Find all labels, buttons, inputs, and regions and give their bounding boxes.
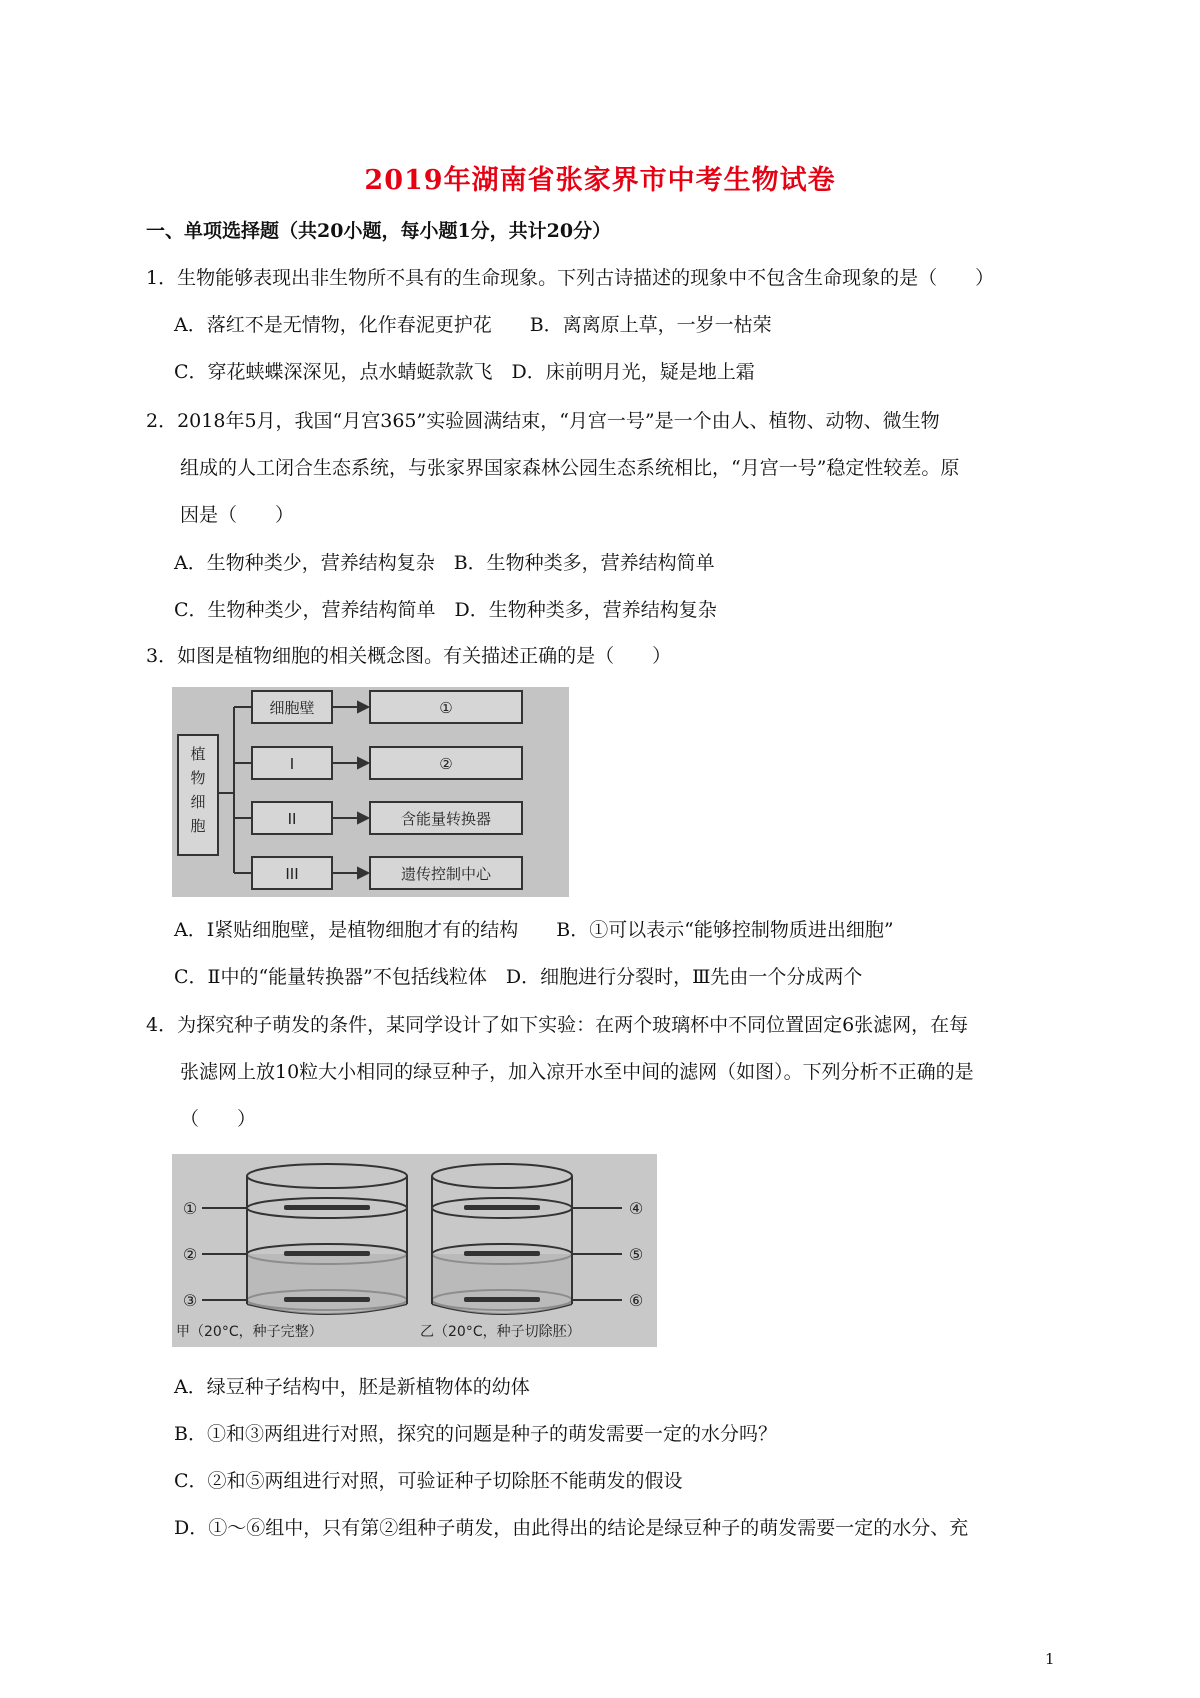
page-number: 1 (1045, 1650, 1055, 1668)
right-box-1: ① (439, 699, 453, 717)
caption-left: 甲（20°C，种子完整） (176, 1324, 323, 1340)
q3-options-ab: A．Ⅰ紧贴细胞壁，是植物细胞才有的结构 B．①可以表示“能够控制物质进出细胞” (174, 919, 894, 941)
mark-5: ⑤ (628, 1245, 644, 1264)
q4-stem-line3: （ ） (180, 1108, 257, 1130)
q2-options-cd: C．生物种类少，营养结构简单 D．生物种类多，营养结构复杂 (174, 599, 717, 621)
left-box-4: III (285, 865, 299, 883)
q2-stem-line2: 组成的人工闭合生态系统，与张家界国家森林公园生态系统相比，“月宫一号”稳定性较差。原 (180, 457, 960, 479)
right-box-2: ② (439, 755, 453, 773)
mark-3: ③ (182, 1291, 198, 1310)
root-char-a: 植 (190, 745, 206, 763)
right-box-4: 遗传控制中心 (400, 865, 492, 883)
q4-option-d: D．①～⑥组中，只有第②组种子萌发，由此得出的结论是绿豆种子的萌发需要一定的水分、充 (174, 1517, 969, 1539)
q4-stem-line2: 张滤网上放10粒大小相同的绿豆种子，加入凉开水至中间的滤网（如图）。下列分析不正确的是 (180, 1061, 974, 1083)
q4-option-b: B．①和③两组进行对照，探究的问题是种子的萌发需要一定的水分吗？ (174, 1423, 777, 1445)
root-char-b: 物 (190, 769, 206, 787)
q4-stem-line1: 4．为探究种子萌发的条件，某同学设计了如下实验：在两个玻璃杯中不同位置固定6张滤网，在每 (146, 1014, 969, 1036)
mark-1: ① (182, 1199, 198, 1218)
mark-2: ② (182, 1245, 198, 1264)
left-box-1: 细胞壁 (269, 699, 315, 717)
root-char-d: 胞 (190, 817, 206, 835)
left-box-2: I (289, 755, 295, 773)
q4-option-a: A．绿豆种子结构中，胚是新植物体的幼体 (174, 1376, 530, 1398)
seed-germination-figure (172, 1154, 657, 1347)
q1-options-ab: A．落红不是无情物，化作春泥更护花 B．离离原上草，一岁一枯荣 (174, 314, 772, 336)
plant-cell-concept-map (172, 687, 569, 897)
q1-options-cd: C．穿花蛱蝶深深见，点水蜻蜓款款飞 D．床前明月光，疑是地上霜 (174, 361, 755, 383)
page-title: 2019年湖南省张家界市中考生物试卷 (364, 165, 836, 196)
q1-stem: 1．生物能够表现出非生物所不具有的生命现象。下列古诗描述的现象中不包含生命现象的是（ ） (146, 267, 995, 289)
root-char-c: 细 (190, 793, 206, 811)
q2-stem-line3: 因是（ ） (180, 504, 295, 526)
caption-right: 乙（20°C，种子切除胚） (420, 1324, 581, 1340)
q3-options-cd: C．Ⅱ中的“能量转换器”不包括线粒体 D．细胞进行分裂时，Ⅲ先由一个分成两个 (174, 966, 863, 988)
q2-options-ab: A．生物种类少，营养结构复杂 B．生物种类多，营养结构简单 (174, 552, 715, 574)
right-box-3: 含能量转换器 (400, 810, 492, 828)
q4-option-c: C．②和⑤两组进行对照，可验证种子切除胚不能萌发的假设 (174, 1470, 683, 1492)
q3-stem: 3．如图是植物细胞的相关概念图。有关描述正确的是（ ） (146, 645, 672, 667)
q2-stem-line1: 2．2018年5月，我国“月宫365”实验圆满结束，“月宫一号”是一个由人、植物、动物、微生物 (146, 410, 940, 432)
mark-4: ④ (628, 1199, 644, 1218)
section-heading: 一、单项选择题（共20小题，每小题1分，共计20分） (146, 220, 612, 242)
left-box-3: II (287, 810, 297, 828)
mark-6: ⑥ (628, 1291, 644, 1310)
